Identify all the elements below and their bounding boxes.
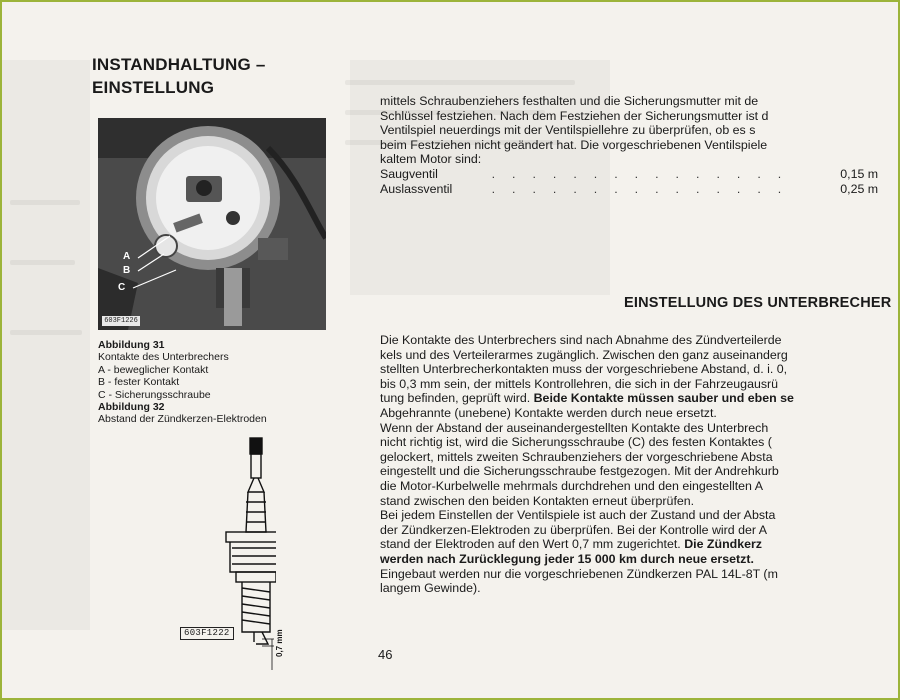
text-line: Ventilspiel neuerdings mit der Ventilspiellehre zu überprüfen, ob es s — [380, 123, 756, 138]
text-line: kaltem Motor sind: — [380, 152, 482, 167]
text-run: kels und des Verteilerarmes zugänglich. Zwischen den ganz auseinanderg — [380, 347, 788, 362]
caption-figure-32: Abbildung 32 — [98, 401, 165, 414]
text-line — [380, 464, 900, 479]
caption-line: A - beweglicher Kontakt — [98, 363, 209, 376]
text-line — [380, 406, 900, 421]
caption-line: Kontakte des Unterbrechers — [98, 351, 229, 364]
photo-stamp: 603F1226 — [102, 316, 140, 326]
bleed-line — [10, 260, 75, 265]
bleed-through-left — [0, 60, 90, 630]
valve-row — [380, 182, 900, 197]
valve-row — [380, 167, 900, 182]
text-line — [380, 508, 900, 523]
label-b: B — [123, 265, 131, 276]
bleed-line — [345, 80, 575, 85]
bold-text: Die Zündkerz — [684, 537, 763, 552]
text-run: langem Gewinde). — [380, 581, 481, 596]
heading-line-2: EINSTELLUNG — [92, 78, 215, 97]
bold-text: werden nach Zurücklegung jeder 15 000 km durch neue ersetzt. — [380, 551, 754, 566]
text-run: bis 0,3 mm sein, der mittels Kontrollehren, die sich in der Fahrzeugausrü — [380, 376, 779, 391]
leader-dots: ............... — [491, 166, 799, 181]
figure-captions — [98, 339, 338, 426]
text-line — [380, 537, 900, 552]
text-line: mittels Schraubenziehers festhalten und die Sicherungsmutter mit de — [380, 94, 759, 108]
text-block-body — [380, 333, 900, 596]
text-run: stand zwischen den beiden Kontakten erneut überprüfen. — [380, 493, 695, 508]
text-run: eingestellt und die Sicherungsschraube festgezogen. Mit der Andrehkurb — [380, 464, 779, 479]
bleed-line — [10, 330, 82, 335]
text-line — [380, 377, 900, 392]
valve-value: 0,25 m — [840, 181, 879, 196]
text-line — [380, 435, 900, 450]
text-line: beim Festziehen nicht geändert hat. Die vorgeschriebenen Ventilspiele — [380, 137, 768, 152]
page-number: 46 — [378, 647, 393, 662]
text-line — [380, 581, 900, 596]
text-line — [380, 362, 900, 377]
text-line — [380, 552, 900, 567]
valve-label: Auslassventil — [380, 181, 453, 196]
text-run: nicht richtig ist, wird die Sicherungsschraube (C) des festen Kontaktes ( — [380, 435, 772, 450]
bleed-line — [10, 200, 80, 205]
text-run: der Zündkerzen-Elektroden zu überprüfen. Bei der Kontrolle wird der A — [380, 522, 768, 537]
caption-figure-31: Abbildung 31 — [98, 339, 165, 351]
valve-label: Saugventil — [380, 166, 438, 181]
label-a: A — [123, 251, 131, 262]
spark-plug-drawing — [196, 432, 276, 677]
drawing-stamp: 603F1222 — [180, 627, 234, 640]
caption-line: C - Sicherungsschraube — [98, 388, 211, 401]
text-run: tung befinden, geprüft wird. — [380, 391, 534, 406]
caption-line: Abstand der Zündkerzen-Elektroden — [98, 413, 267, 426]
text-line — [380, 479, 900, 494]
distributor-photo — [98, 118, 326, 330]
text-line — [380, 391, 900, 406]
text-line: Schlüssel festziehen. Nach dem Festziehen der Sicherungsmutter ist d — [380, 108, 769, 123]
text-run: Wenn der Abstand der auseinandergestellten Kontakte des Unterbrech — [380, 420, 769, 435]
text-line — [380, 567, 900, 582]
text-run: stellten Unterbrecherkontakten muss der vorgeschriebene Abstand, d. i. 0, — [380, 362, 788, 377]
text-block-top — [380, 94, 900, 196]
text-line — [380, 333, 900, 348]
text-line — [380, 494, 900, 509]
leader-dots: ............... — [491, 181, 799, 196]
heading-line-1: INSTANDHALTUNG – — [92, 55, 266, 74]
page-heading — [92, 53, 266, 99]
caption-line: B - fester Kontakt — [98, 376, 180, 389]
text-run: die Motor-Kurbelwelle mehrmals durchdrehen und den eingestellten A — [380, 478, 763, 493]
section-title: EINSTELLUNG DES UNTERBRECHER — [624, 295, 892, 311]
text-run: Bei jedem Einstellen der Ventilspiele ist auch der Zustand und der Absta — [380, 508, 776, 523]
text-line — [380, 450, 900, 465]
text-line — [380, 421, 900, 436]
text-run: gelockert, mittels zweiten Schraubenziehers der vorgeschriebene Absta — [380, 449, 773, 464]
text-run: Die Kontakte des Unterbrechers sind nach Abnahme des Zündverteilerde — [380, 333, 782, 347]
text-run: Eingebaut werden nur die vorgeschriebenen Zündkerzen PAL 14L-8T (m — [380, 566, 778, 581]
text-line — [380, 348, 900, 363]
label-c: C — [118, 282, 126, 293]
valve-value: 0,15 m — [840, 166, 879, 181]
text-run: Abgehrannte (unebene) Kontakte werden durch neue ersetzt. — [380, 405, 717, 420]
text-run: stand der Elektroden auf den Wert 0,7 mm zugerichtet. — [380, 537, 685, 552]
bold-text: Beide Kontakte müssen sauber und eben se — [533, 391, 794, 406]
text-line — [380, 523, 900, 538]
gap-dimension-label: 0,7 mm — [275, 629, 284, 657]
